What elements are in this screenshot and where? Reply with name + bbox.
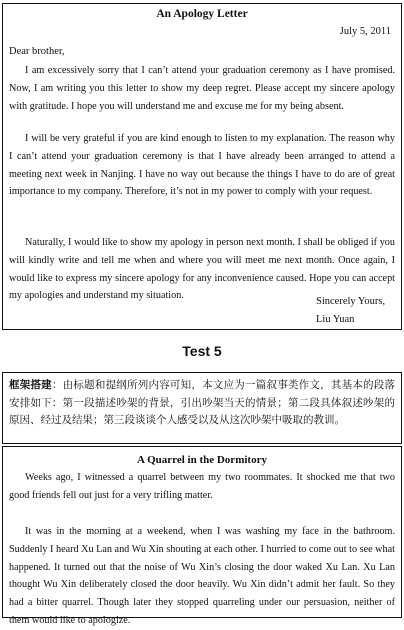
- framework-text: ：由标题和提纲所列内容可知，本文应为一篇叙事类作文，其基本的段落安排如下：第一段描述吵架的背景，引出吵架当天的情景；第二段具体叙述吵架的原因、经过及结果；第三段谈谈个人感受以及从这次吵架中吸取的教训。: [9, 379, 396, 426]
- letter-paragraph: Naturally, I would like to show my apology in person next month. I shall be obliged if you will kindly write and tell me when and where you will meet me next month. Once again, I would like to express my sincere apology for any inconvenience caused. Hope you can accept my apologies and understand my situation.: [9, 237, 395, 302]
- essay-paragraph: Weeks ago, I witnessed a quarrel between my two roommates. It shocked me that two good friends fell out just for a very trifling matter.: [9, 472, 395, 501]
- letter-salutation: Dear brother,: [9, 46, 65, 57]
- framework-label: 框架搭建: [9, 379, 52, 391]
- essay-title: A Quarrel in the Dormitory: [137, 454, 267, 466]
- essay-box: [2, 446, 402, 626]
- apology-letter-box: [2, 3, 402, 330]
- letter-paragraph: I will be very grateful if you are kind enough to listen to my explanation. The reason why I can’t attend your graduation ceremony is that I have already been arranged to attend a meeting next week in Nanjing. I have no way out because the things I have to do are of great importance to my company. Therefore, it’s not in my power to comply with your request.: [9, 133, 395, 198]
- letter-title: An Apology Letter: [156, 8, 248, 20]
- letter-date: July 5, 2011: [339, 26, 391, 37]
- letter-signature: Liu Yuan: [316, 314, 355, 325]
- framework-box: [2, 372, 402, 444]
- test-heading: Test 5: [182, 343, 222, 359]
- letter-paragraph: I am excessively sorry that I can’t attend your graduation ceremony as I have promised. Now, I am writing you this letter to show my deep regret. Please accept my sincere apology with gratitude. I hope you will understand me and excuse me for my being absent.: [9, 65, 395, 112]
- letter-closing: Sincerely Yours,: [316, 296, 386, 307]
- framework-note: [9, 377, 395, 430]
- essay-paragraph: It was in the morning at a weekend, when I was washing my face in the bathroom. Suddenly I heard Xu Lan and Wu Xin shouting at each other. I hurried to come out to see what happened. It turned out that the noise of Wu Xin’s closing the door waked Xu Lan. Xu Lan thought Wu Xin deliberately closed the door heavily. Wu Xin didn’t admit her fault. So they had a bitter quarrel. Though later they stopped quarreling under our persuasion, neither of them would like to apologize.: [9, 526, 395, 626]
